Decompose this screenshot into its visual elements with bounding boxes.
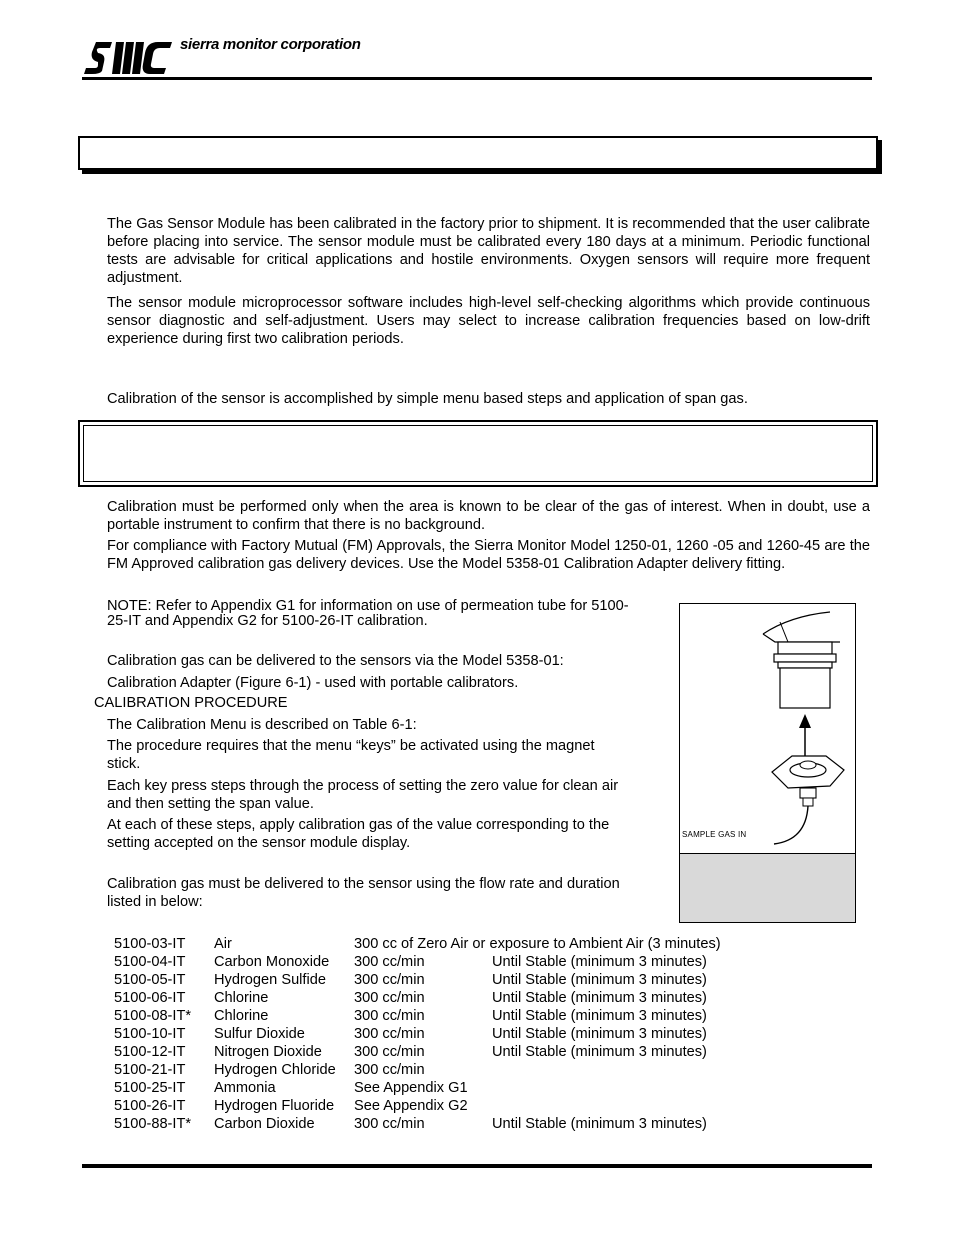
apply-line-1: At each of these steps, apply calibration gas of the value corresponding to the	[107, 817, 610, 833]
table-cell-gas: Hydrogen Fluoride	[214, 1098, 335, 1114]
note-line-2: 25-IT and Appendix G2 for 5100-26-IT calibration.	[107, 613, 428, 629]
step-line-1: Each key press steps through the process of setting the zero value for clean air	[107, 778, 619, 794]
table-cell-gas: Chlorine	[214, 990, 269, 1006]
table-row	[110, 953, 725, 971]
table-cell-flow: 300 cc/min	[354, 990, 425, 1006]
background-paragraph: Calibration must be performed only when the area is known to be clear of the gas of interest. When in doubt, use a portable instrument to confirm that there is no background.	[107, 499, 870, 533]
intro-paragraph-3: Calibration of the sensor is accomplished by simple menu based steps and application of span gas.	[107, 391, 748, 407]
note-line-1: NOTE: Refer to Appendix G1 for information on use of permeation tube for 5100-	[107, 598, 629, 614]
intro-paragraph-1: The Gas Sensor Module has been calibrated in the factory prior to shipment. It is recommended that the user calibrate before placing into service. The sensor module must be calibrated every 180 days at a minimum. Periodic functional tests are advisable for critical applications and hostile environments. Oxygen sensors will require more frequent adjustment.	[107, 216, 870, 286]
calibration-adapter-icon	[680, 604, 855, 854]
header-rule	[82, 77, 872, 80]
table-cell-model: 5100-04-IT	[114, 954, 186, 970]
table-row	[110, 1115, 725, 1133]
table-cell-duration	[488, 1079, 725, 1097]
company-logo-icon	[82, 38, 174, 76]
table-cell-gas: Ammonia	[214, 1080, 276, 1096]
table-row	[110, 1025, 725, 1043]
section-title-box	[78, 136, 878, 170]
table-cell-model: 5100-05-IT	[114, 972, 186, 988]
table-cell-model: 5100-12-IT	[114, 1044, 186, 1060]
figure-label: SAMPLE GAS IN	[682, 830, 747, 839]
table-cell-flow: 300 cc of Zero Air or exposure to Ambient Air (3 minutes)	[354, 936, 721, 952]
table-cell-model: 5100-08-IT*	[114, 1008, 192, 1024]
table-row	[110, 1097, 725, 1115]
table-row	[110, 935, 725, 953]
table-cell-flow: 300 cc/min	[354, 1008, 425, 1024]
table-cell-flow: 300 cc/min	[354, 1026, 425, 1042]
table-cell-duration	[488, 1061, 725, 1079]
keys-line-1: The procedure requires that the menu “keys” be activated using the magnet	[107, 738, 595, 754]
intro-paragraph-2: The sensor module microprocessor software includes high-level self-checking algorithms which provide continuous sensor diagnostic and self-adjustment. Users may select to increase calibration frequencies based on low-drift experience during first two calibration periods.	[107, 295, 870, 347]
table-cell-model: 5100-03-IT	[114, 936, 186, 952]
table-cell-flow: 300 cc/min	[354, 1044, 425, 1060]
caution-box	[78, 420, 878, 487]
apply-line-2: setting accepted on the sensor module display.	[107, 835, 411, 851]
table-cell-duration: Until Stable (minimum 3 minutes)	[492, 1026, 707, 1042]
table-cell-gas: Nitrogen Dioxide	[214, 1044, 322, 1060]
table-row	[110, 1043, 725, 1061]
table-cell-model: 5100-06-IT	[114, 990, 186, 1006]
keys-line-2: stick.	[107, 756, 141, 772]
delivery-text: Calibration gas can be delivered to the sensors via the Model 5358-01:	[107, 653, 564, 669]
table-row	[110, 989, 725, 1007]
table-cell-gas: Air	[214, 936, 232, 952]
table-cell-flow: See Appendix G1	[354, 1080, 468, 1096]
flow-line-1: Calibration gas must be delivered to the sensor using the flow rate and duration	[107, 876, 620, 892]
calibration-gas-table	[110, 935, 725, 1133]
table-cell-model: 5100-21-IT	[114, 1062, 186, 1078]
table-cell-duration: Until Stable (minimum 3 minutes)	[492, 972, 707, 988]
table-cell-gas: Sulfur Dioxide	[214, 1026, 305, 1042]
table-cell-flow: 300 cc/min	[354, 972, 425, 988]
table-cell-duration: Until Stable (minimum 3 minutes)	[492, 954, 707, 970]
table-cell-model: 5100-26-IT	[114, 1098, 186, 1114]
table-cell-flow: See Appendix G2	[354, 1098, 468, 1114]
footer-rule	[82, 1164, 872, 1168]
table-cell-gas: Carbon Monoxide	[214, 954, 330, 970]
table-row	[110, 1061, 725, 1079]
table-cell-duration: Until Stable (minimum 3 minutes)	[492, 1116, 707, 1132]
fm-approvals-paragraph: For compliance with Factory Mutual (FM) Approvals, the Sierra Monitor Model 1250-01, 1260 -05 and 1260-45 are the FM Approved calibration gas delivery devices. Use the Model 5358-01 Calibration Adapter delivery fitting.	[107, 538, 870, 572]
table-row	[110, 971, 725, 989]
table-cell-gas: Hydrogen Chloride	[214, 1062, 336, 1078]
table-cell-duration: Until Stable (minimum 3 minutes)	[492, 1044, 707, 1060]
table-row	[110, 1079, 725, 1097]
table-row	[110, 1007, 725, 1025]
table-cell-duration: Until Stable (minimum 3 minutes)	[492, 1008, 707, 1024]
figure-caption-box	[680, 853, 855, 922]
company-name: sierra monitor corporation	[180, 36, 361, 53]
calibration-adapter-figure	[679, 603, 856, 923]
table-cell-gas: Chlorine	[214, 1008, 269, 1024]
menu-text: The Calibration Menu is described on Table 6-1:	[107, 717, 417, 733]
adapter-text: Calibration Adapter (Figure 6-1) - used with portable calibrators.	[107, 675, 519, 691]
table-cell-gas: Carbon Dioxide	[214, 1116, 315, 1132]
table-cell-flow: 300 cc/min	[354, 1116, 425, 1132]
table-cell-gas: Hydrogen Sulfide	[214, 972, 326, 988]
procedure-heading: CALIBRATION PROCEDURE	[94, 695, 288, 711]
table-cell-model: 5100-25-IT	[114, 1080, 186, 1096]
step-line-2: and then setting the span value.	[107, 796, 314, 812]
table-cell-flow: 300 cc/min	[354, 954, 425, 970]
table-cell-model: 5100-10-IT	[114, 1026, 186, 1042]
table-cell-duration: Until Stable (minimum 3 minutes)	[492, 990, 707, 1006]
table-cell-flow: 300 cc/min	[354, 1062, 425, 1078]
table-cell-duration	[488, 1097, 725, 1115]
table-cell-model: 5100-88-IT*	[114, 1116, 192, 1132]
flow-line-2: listed in below:	[107, 894, 203, 910]
